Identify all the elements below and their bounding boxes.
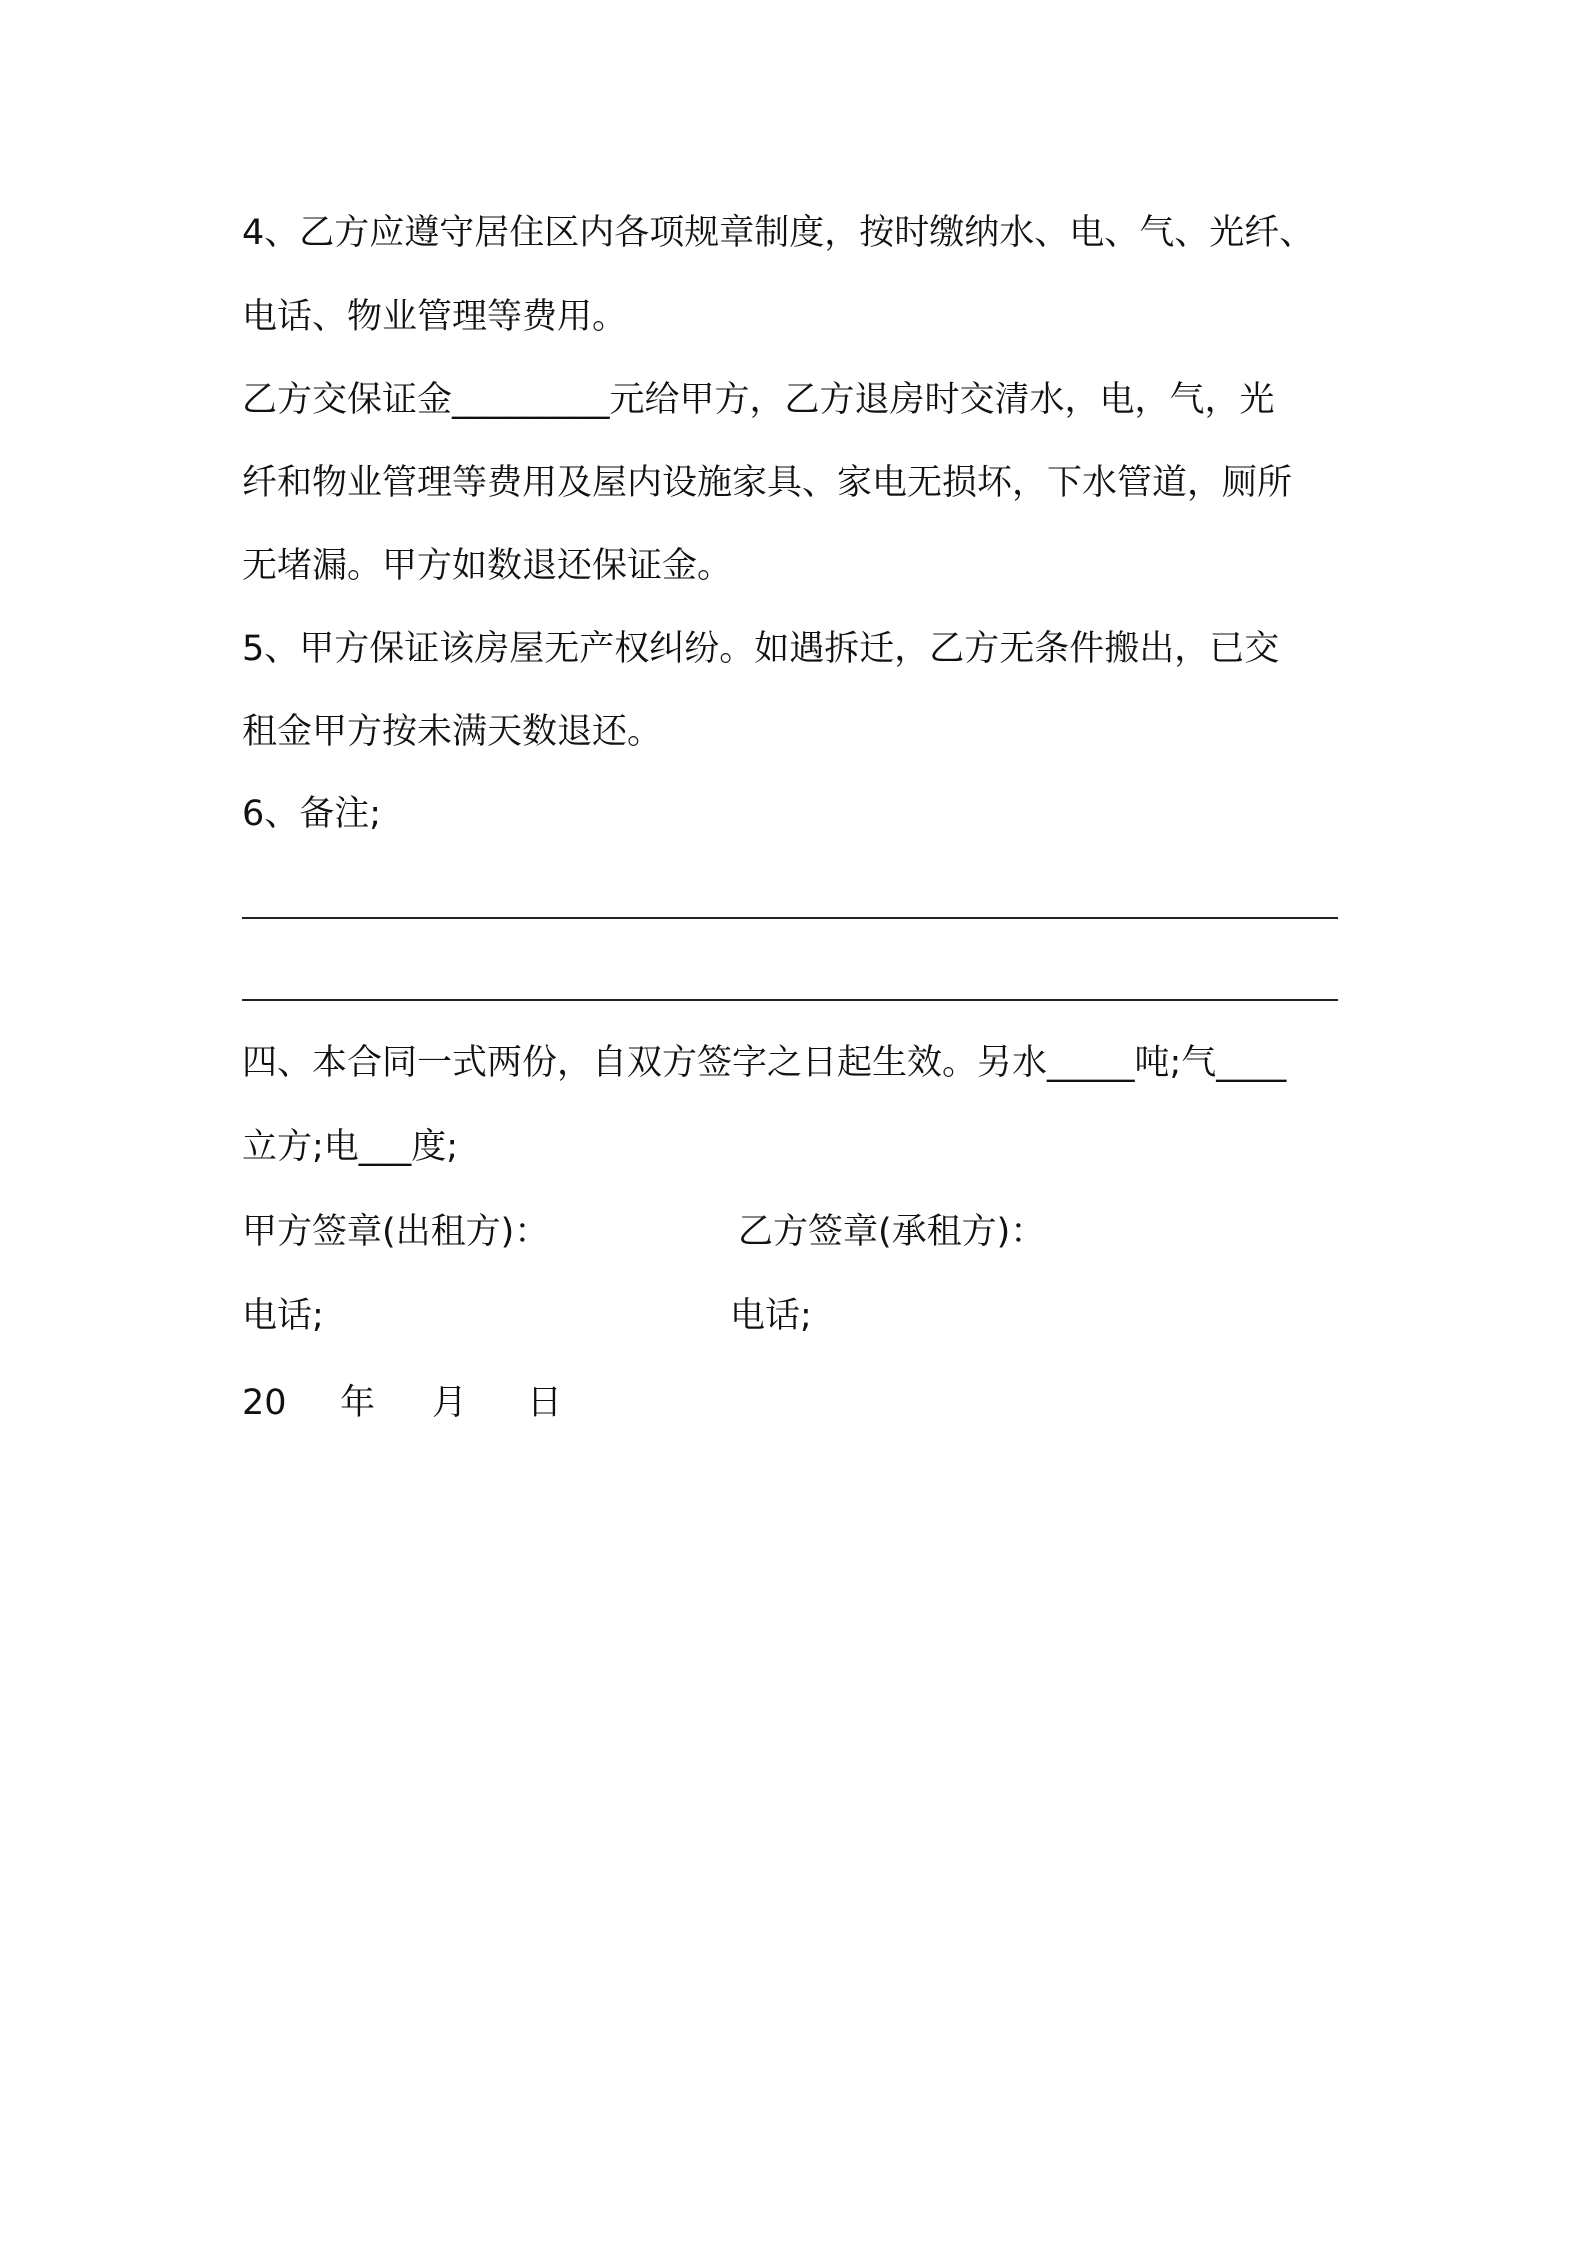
clause-5-line-2: 租金甲方按未满天数退还。 [242,712,663,752]
clause-four-line-1: 四、本合同一式两份，自双方签字之日起生效。另水_____吨;气____ [242,1043,1287,1083]
date-day-label: 日 [527,1383,563,1423]
clause-6-label: 6、备注; [242,794,382,834]
date-month-label: 月 [432,1383,468,1423]
deposit-line-1: 乙方交保证金_________元给甲方，乙方退房时交清水，电，气，光 [242,380,1275,420]
remarks-blank-line-1 [242,917,1338,919]
clause-four-line-2: 立方;电___度; [242,1127,459,1167]
clause-5-line-1: 5、甲方保证该房屋无产权纠纷。如遇拆迁，乙方无条件搬出，已交 [242,629,1280,669]
date-year-label: 年 [340,1383,376,1423]
deposit-line-3: 无堵漏。甲方如数退还保证金。 [242,546,733,586]
party-a-signature-label: 甲方签章(出租方)： [242,1212,550,1252]
party-b-signature-label: 乙方签章(承租方)： [738,1212,1046,1252]
party-b-phone-label: 电话; [730,1296,812,1336]
date-year-prefix: 20 [242,1383,287,1423]
party-a-phone-label: 电话; [242,1296,324,1336]
deposit-line-2: 纤和物业管理等费用及屋内设施家具、家电无损坏，下水管道，厕所 [242,463,1293,503]
clause-4-line-2: 电话、物业管理等费用。 [242,297,628,337]
remarks-blank-line-2 [242,999,1338,1001]
clause-4-line-1: 4、乙方应遵守居住区内各项规章制度，按时缴纳水、电、气、光纤、 [242,213,1315,253]
